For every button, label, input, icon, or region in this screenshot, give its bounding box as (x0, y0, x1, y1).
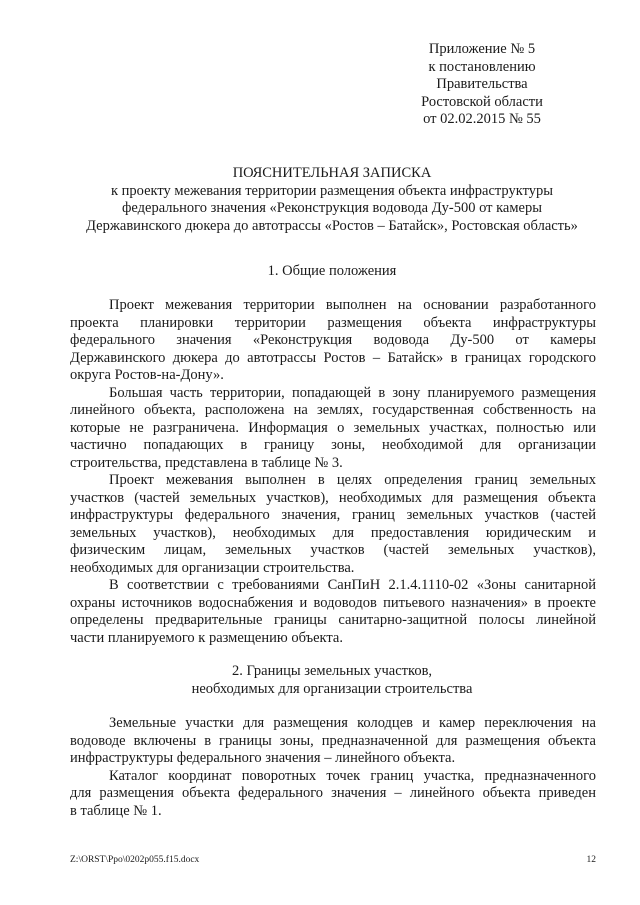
paragraph-line: участков (частей земельных участков), необходимых для размещения объекта (70, 489, 596, 506)
paragraph-line: необходимых для организации строительства. (70, 559, 355, 576)
paragraph-line: В соответствии с требованиями СанПиН 2.1.4.1110-02 «Зоны санитарной (109, 577, 596, 593)
paragraph (70, 768, 596, 821)
paragraph-line: в таблице № 1. (70, 802, 162, 819)
document-title (40, 165, 624, 235)
paragraph-line: частично попадающих в границу зоны, необходимой для организации (70, 437, 596, 453)
paragraph-line: Проект межевания территории выполнен на основании разработанного (109, 297, 596, 313)
paragraph-line: Державинского дюкера до автотрассы Ростов – Батайск» в границах городского (70, 349, 596, 366)
paragraph-line: инфраструктуры федерального значения – линейного объекта. (70, 750, 456, 766)
paragraph-line: округа Ростов-на-Дону». (70, 367, 224, 383)
section-1-body (70, 297, 596, 647)
paragraph-line: Каталог координат поворотных точек границ участка, предназначенного (109, 767, 596, 784)
section-heading-line: 1. Общие положения (267, 263, 397, 279)
section-heading-line: 2. Границы земельных участков, (231, 663, 433, 679)
paragraph-line: водоводе включены в границы зоны, предназначенной для размещения объекта (70, 732, 596, 749)
paragraph (70, 472, 596, 577)
paragraph-line: физическим лицам, земельных участков (частей земельных участков), (70, 542, 596, 558)
title-heading: ПОЯСНИТЕЛЬНАЯ ЗАПИСКА (232, 165, 432, 181)
paragraph-line: определены предварительные границы санитарно-защитной полосы линейной (70, 612, 596, 628)
paragraph-line: части планируемого к размещению объекта. (70, 629, 343, 646)
appendix-line: Правительства (436, 76, 528, 92)
paragraph-line: федерального значения «Реконструкция водовода Ду-500 от камеры (70, 332, 596, 348)
title-line: федерального значения «Реконструкция водовода Ду-500 от камеры (122, 200, 542, 216)
title-line: Державинского дюкера до автотрассы «Ростов – Батайск», Ростовская область» (86, 217, 578, 234)
paragraph-line: строительства, представлена в таблице № 3. (70, 454, 343, 471)
title-line: к проекту межевания территории размещения объекта инфраструктуры (111, 182, 553, 199)
paragraph (70, 715, 596, 768)
paragraph-line: Земельные участки для размещения колодцев и камер переключения на (109, 715, 596, 731)
paragraph-line: инфраструктуры федерального значения, границ земельных участков (частей (70, 507, 596, 523)
section-1-heading (40, 263, 624, 281)
section-2-heading (40, 663, 624, 698)
paragraph (70, 385, 596, 473)
paragraph-line: которые не разграничена. Информация о земельных участках, полностью или (70, 419, 596, 436)
appendix-line: к постановлению (428, 58, 536, 75)
paragraph (70, 297, 596, 385)
paragraph-line: Проект межевания выполнен в целях определения границ земельных (109, 472, 596, 488)
page-number: 12 (586, 855, 596, 865)
paragraph-line: Большая часть территории, попадающей в зону планируемого размещения (109, 384, 596, 401)
appendix-line: от 02.02.2015 № 55 (423, 111, 541, 127)
paragraph (70, 577, 596, 647)
paragraph-line: проекта планировки территории размещения объекта инфраструктуры (70, 314, 596, 331)
appendix-line: Приложение № 5 (428, 41, 536, 57)
appendix-block (402, 41, 562, 129)
paragraph-line: для размещения объекта федерального значения – линейного объекта приведен (70, 785, 596, 801)
paragraph-line: земельных участков), необходимых для предоставления юридическим и (70, 524, 596, 541)
file-path: Z:\ORST\Ppo\0202p055.f15.docx (70, 855, 200, 865)
appendix-line: Ростовской области (421, 93, 543, 110)
paragraph-line: охраны источников водоснабжения и водоводов питьевого назначения» в проекте (70, 594, 596, 611)
paragraph-line: линейного объекта, расположена на землях, государственная собственность на (70, 402, 596, 418)
section-heading-line: необходимых для организации строительства (191, 680, 473, 697)
section-2-body (70, 715, 596, 820)
